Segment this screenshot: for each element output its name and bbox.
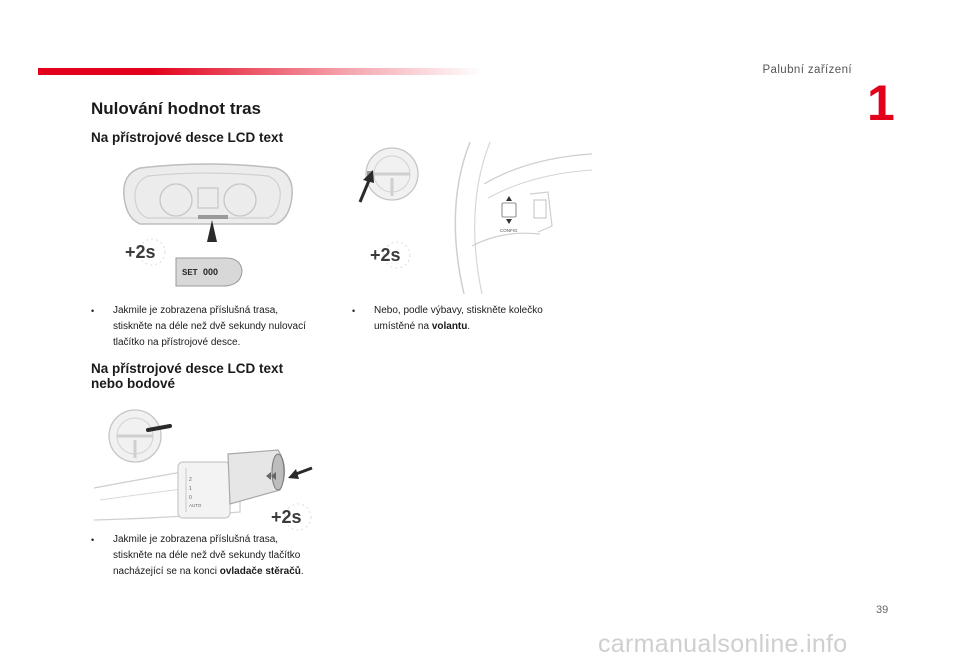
- bullet-icon: •: [91, 306, 95, 316]
- bullet-icon: •: [352, 306, 356, 316]
- page-title: Nulování hodnot tras: [91, 99, 261, 118]
- section3-line-2: stiskněte na déle než dvě sekundy tlačítko: [113, 550, 301, 561]
- config-label: CONFIG: [500, 228, 518, 233]
- section3-instruction: [91, 532, 351, 580]
- bullet-icon: •: [91, 535, 95, 545]
- section2-line-1: Nebo, podle výbavy, stiskněte kolečko: [374, 305, 543, 316]
- watermark: carmanualsonline.info: [598, 630, 848, 658]
- dashboard-figure: [118, 162, 298, 292]
- arrow-up-right-icon: [360, 178, 370, 202]
- section1-line-2: stiskněte na déle než dvě sekundy nulovací: [113, 321, 306, 332]
- hold-two-seconds-badge: [122, 237, 170, 272]
- scale-label-1: 1: [189, 486, 192, 492]
- section-label: Palubní zařízení: [762, 64, 852, 76]
- section2-instruction: [352, 303, 612, 335]
- header-accent-bar: [38, 68, 483, 75]
- svg-text:+2s: +2s: [271, 507, 302, 527]
- scale-label-0: 0: [189, 495, 192, 501]
- section1-instruction: [91, 303, 351, 351]
- svg-text:+2s: +2s: [370, 245, 401, 265]
- svg-text:+2s: +2s: [125, 242, 156, 262]
- bold-term-steering-wheel: volantu: [431, 321, 468, 332]
- page-number: 39: [876, 604, 889, 616]
- section1-line-1: Jakmile je zobrazena příslušná trasa,: [113, 305, 279, 316]
- chapter-number: 1: [867, 75, 895, 131]
- trip-value-label: 000: [203, 267, 219, 277]
- section1-line-3: tlačítko na přístrojové desce.: [113, 337, 241, 348]
- arrow-left-icon: [296, 468, 312, 474]
- hold-two-seconds-badge: [367, 240, 415, 275]
- auto-label: AUTO: [189, 503, 202, 508]
- section-heading-lcd-or-dot: Na přístrojové desce LCD text nebo bodové: [91, 361, 284, 391]
- section-heading-lcd-text: Na přístrojové desce LCD text: [91, 130, 284, 145]
- set-button-label: SET: [182, 268, 198, 277]
- bold-term-wiper-stalk: ovladače stěračů: [219, 566, 301, 577]
- scale-label-2: 2: [189, 477, 192, 483]
- section2-line-2: umístěné na volantu.: [374, 321, 471, 332]
- section3-line-3: nacházející se na konci ovladače stěračů.: [113, 566, 304, 577]
- section3-line-1: Jakmile je zobrazena příslušná trasa,: [113, 534, 279, 545]
